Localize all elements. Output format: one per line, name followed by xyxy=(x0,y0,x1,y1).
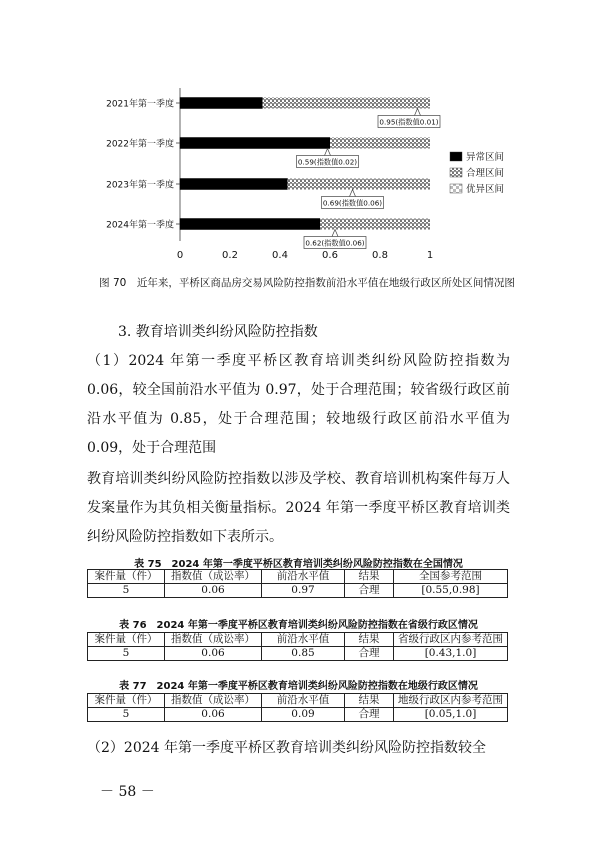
table-75-caption: 表 75 2024 年第一季度平桥区教育培训类纠纷风险防控指数在全国情况 xyxy=(134,559,463,570)
table-cell: 0.06 xyxy=(165,708,262,722)
table-header-row xyxy=(88,570,508,584)
bar-segment xyxy=(180,98,263,109)
table-row xyxy=(88,708,508,722)
x-tick-label: 0.6 xyxy=(322,250,338,261)
table-76-caption: 表 76 2024 年第一季度平桥区教育培训类纠纷风险防控指数在省级行政区情况 xyxy=(119,620,478,631)
bar-segment xyxy=(320,219,430,230)
table-cell: [0.55,0.98] xyxy=(394,584,508,598)
bar-segment xyxy=(180,138,330,149)
legend-label: 合理区间 xyxy=(466,168,505,179)
paragraph-3: （2）2024 年第一季度平桥区教育培训类纠纷风险防控指数较全 xyxy=(87,740,486,756)
table-cell: 0.85 xyxy=(262,647,345,661)
bar-segment xyxy=(330,138,430,149)
legend-swatch xyxy=(450,168,462,177)
legend-label: 优异区间 xyxy=(466,184,505,195)
table-cell: 5 xyxy=(88,708,165,722)
category-label: 2021年第一季度 xyxy=(106,99,174,110)
header-cell: 结果 xyxy=(345,570,394,584)
category-label: 2024年第一季度 xyxy=(106,220,174,231)
range-chart xyxy=(0,0,600,270)
legend-swatch xyxy=(450,184,462,193)
table-row xyxy=(88,647,508,661)
table-77 xyxy=(87,693,508,722)
page-number: － 58 － xyxy=(100,784,155,800)
table-cell: 0.97 xyxy=(262,584,345,598)
table-cell: [0.05,1.0] xyxy=(394,708,508,722)
header-cell: 前沿水平值 xyxy=(262,633,345,647)
header-cell: 指数值（成讼率） xyxy=(165,570,262,584)
callout-pointer xyxy=(332,230,338,237)
table-header-row xyxy=(88,633,508,647)
table-cell: [0.43,1.0] xyxy=(394,647,508,661)
figure-caption: 图 70 近年来，平桥区商品房交易风险防控指数前沿水平值在地级行政区所处区间情况图 xyxy=(99,277,515,289)
category-label: 2022年第一季度 xyxy=(106,139,174,150)
table-cell: 5 xyxy=(88,584,165,598)
header-cell: 结果 xyxy=(345,694,394,708)
header-cell: 前沿水平值 xyxy=(262,694,345,708)
header-cell: 结果 xyxy=(345,633,394,647)
table-cell: 0.06 xyxy=(165,647,262,661)
table-cell: 5 xyxy=(88,647,165,661)
x-tick-label: 0.4 xyxy=(272,250,288,261)
bar-segment xyxy=(180,179,288,190)
x-tick-label: 0 xyxy=(176,250,184,261)
table-header-row xyxy=(88,694,508,708)
header-cell: 前沿水平值 xyxy=(262,570,345,584)
table-cell: 合理 xyxy=(345,708,394,722)
table-75 xyxy=(87,569,508,598)
callout-pointer xyxy=(415,109,421,116)
callout-pointer xyxy=(350,190,356,197)
header-cell: 省级行政区内参考范围 xyxy=(394,633,508,647)
paragraph-2: 教育培训类纠纷风险防控指数以涉及学校、教育培训机构案件每万人发案量作为其负相关衡量指标。2024 年第一季度平桥区教育培训类纠纷风险防控指数如下表所示。 xyxy=(87,471,510,545)
header-cell: 案件量（件） xyxy=(88,570,165,584)
category-label: 2023年第一季度 xyxy=(106,180,174,191)
x-tick-label: 1 xyxy=(426,250,434,261)
callout-pointer xyxy=(325,149,331,156)
bar-segment xyxy=(180,219,320,230)
table-76 xyxy=(87,632,508,661)
paragraph-1: （1）2024 年第一季度平桥区教育培训类纠纷风险防控指数为 0.06，较全国前沿水平值为 0.97，处于合理范围；较省级行政区前沿水平值为 0.85，处于合理范围；较地级行政区前沿水平值为 0.09，处于合理范围 xyxy=(87,353,510,456)
bar-segment xyxy=(263,98,431,109)
x-tick-label: 0.8 xyxy=(372,250,388,261)
header-cell: 全国参考范围 xyxy=(394,570,508,584)
callout-label: 0.69(指数值0.06) xyxy=(322,198,383,208)
table-cell: 0.06 xyxy=(165,584,262,598)
table-77-caption: 表 77 2024 年第一季度平桥区教育培训类纠纷风险防控指数在地级行政区情况 xyxy=(119,681,478,692)
header-cell: 指数值（成讼率） xyxy=(165,694,262,708)
header-cell: 案件量（件） xyxy=(88,633,165,647)
table-cell: 0.09 xyxy=(262,708,345,722)
callout-label: 0.95(指数值0.01) xyxy=(379,117,439,127)
table-row xyxy=(88,584,508,598)
table-cell: 合理 xyxy=(345,584,394,598)
bar-segment xyxy=(288,179,431,190)
callout-label: 0.59(指数值0.02) xyxy=(297,157,358,167)
header-cell: 案件量（件） xyxy=(88,694,165,708)
legend-label: 异常区间 xyxy=(466,152,505,163)
legend-swatch xyxy=(450,152,462,161)
callout-label: 0.62(指数值0.06) xyxy=(305,238,365,248)
header-cell: 指数值（成讼率） xyxy=(165,633,262,647)
table-cell: 合理 xyxy=(345,647,394,661)
header-cell: 地级行政区内参考范围 xyxy=(394,694,508,708)
x-tick-label: 0.2 xyxy=(222,250,238,261)
section-heading: 3. 教育培训类纠纷风险防控指数 xyxy=(118,324,318,340)
